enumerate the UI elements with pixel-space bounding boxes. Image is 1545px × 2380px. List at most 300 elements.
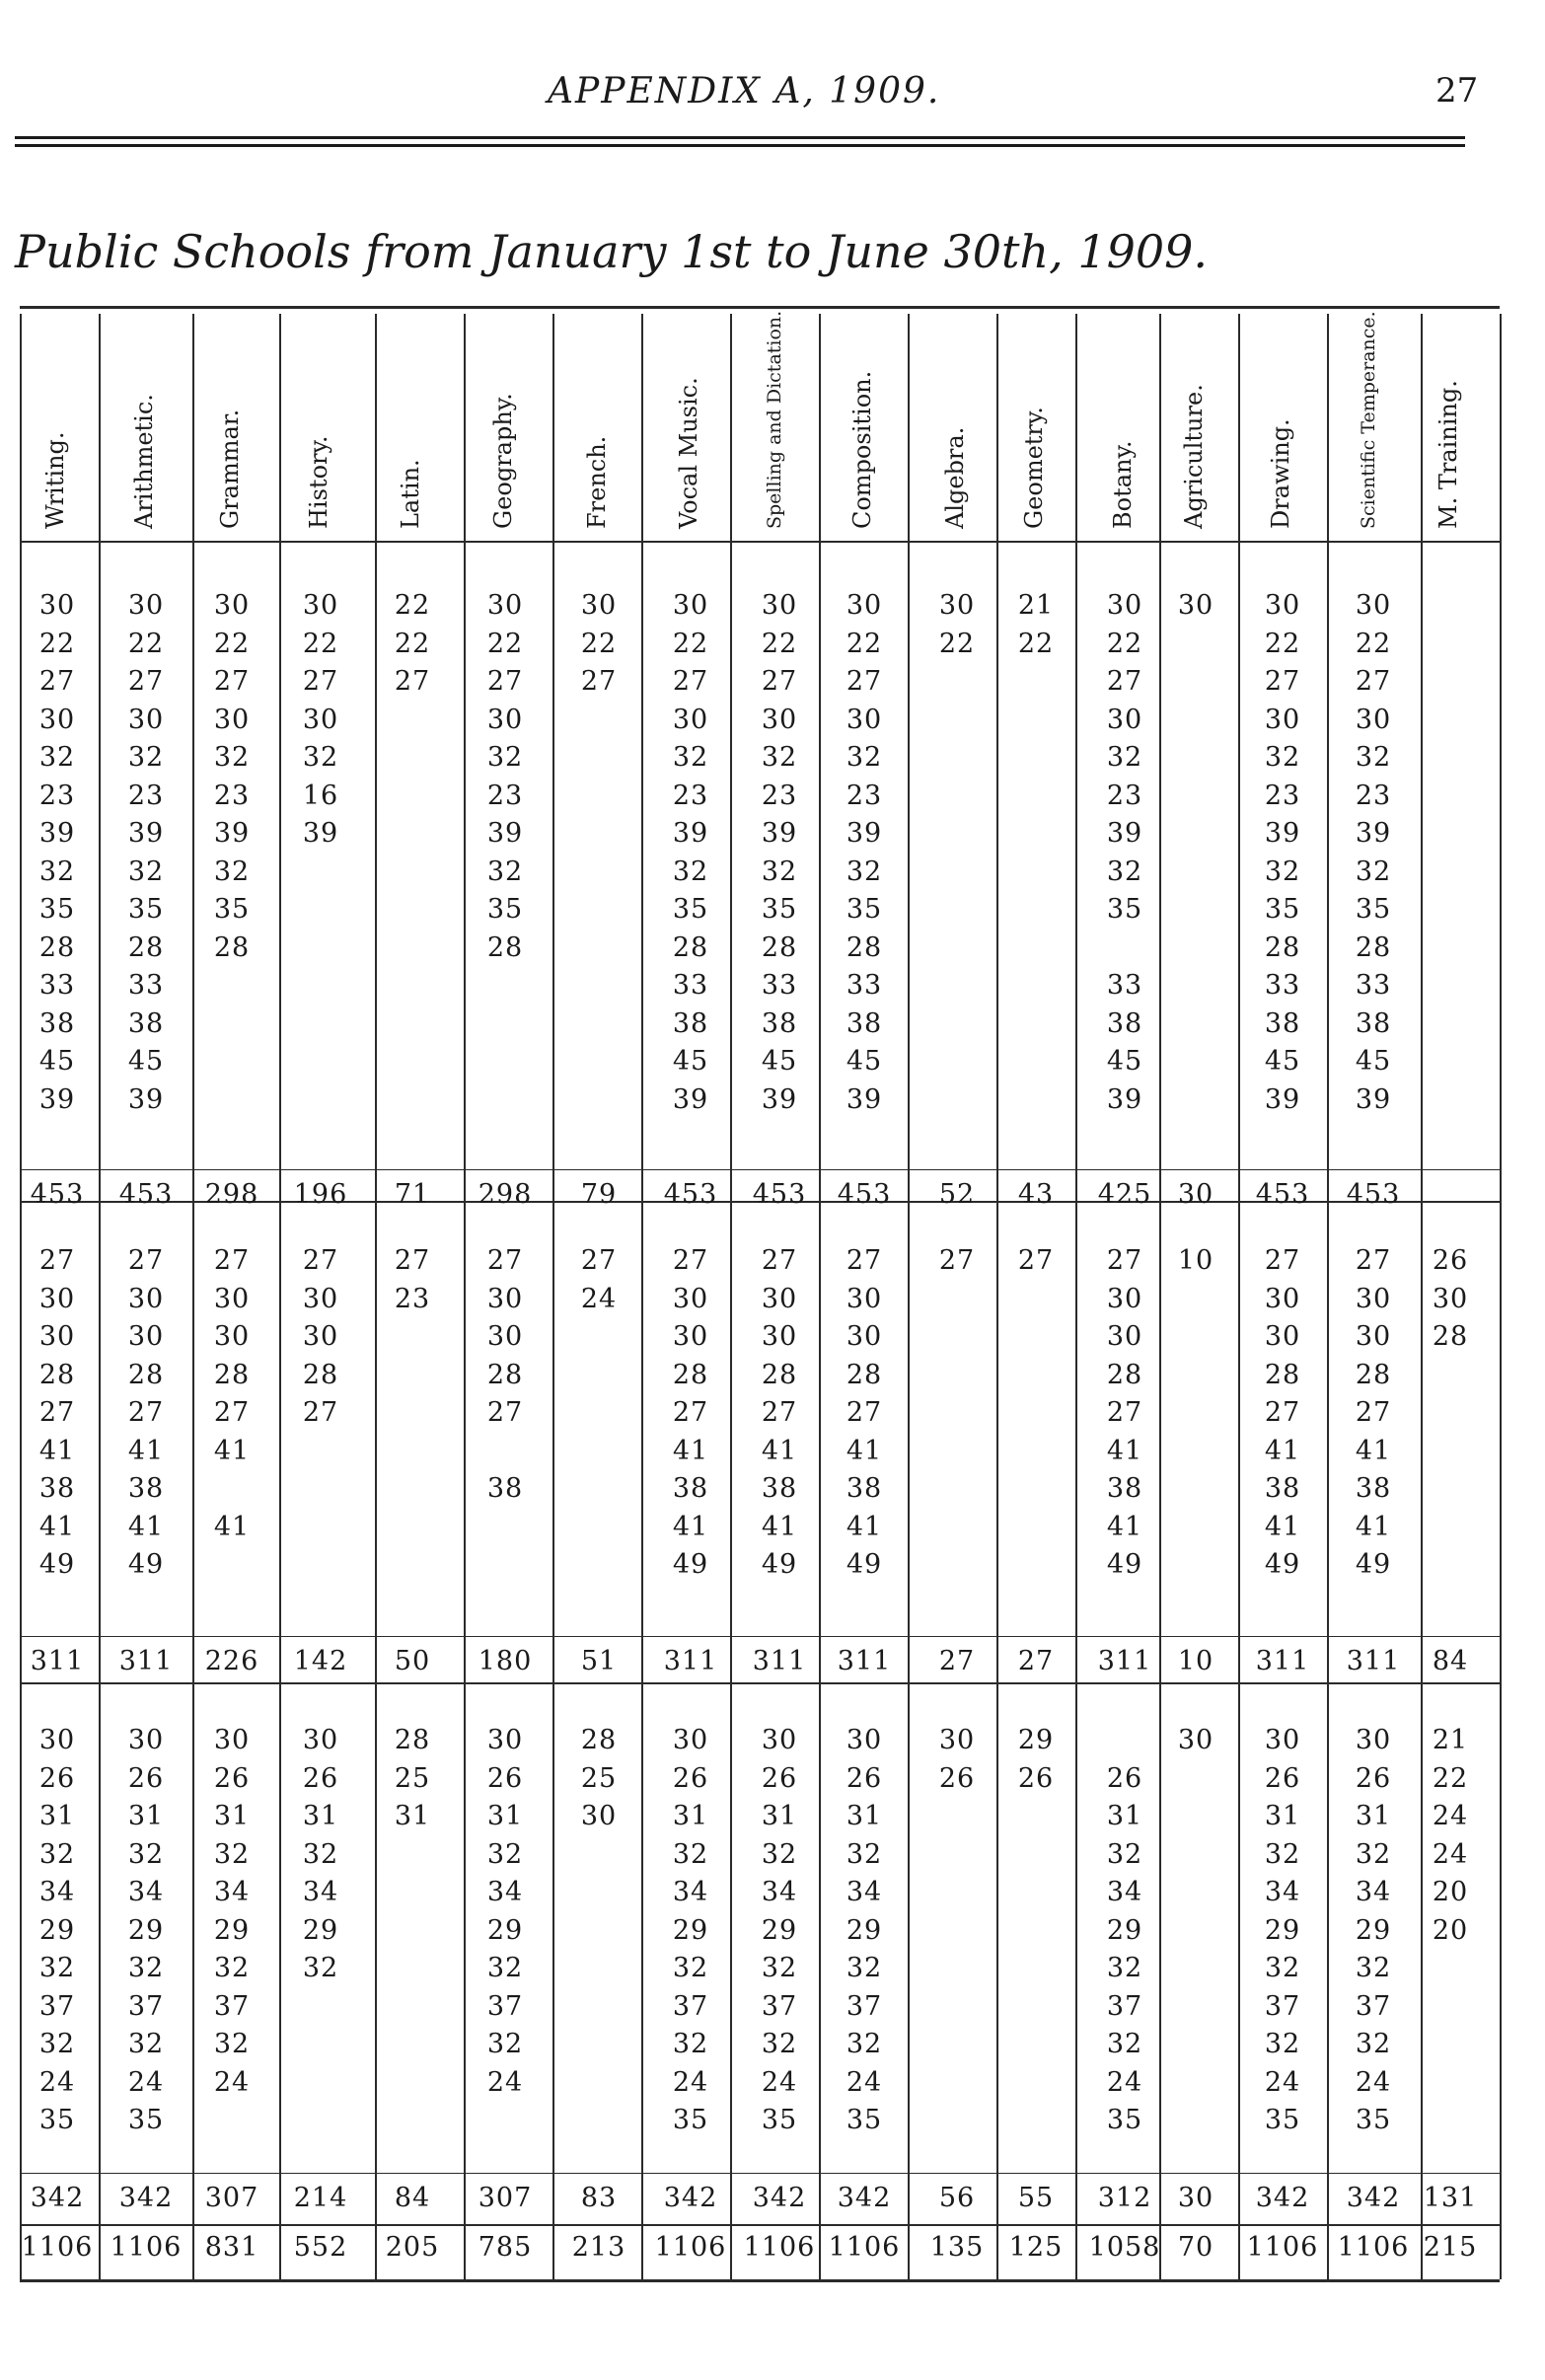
table-cell: 37 (761, 1990, 798, 2022)
table-cell: 32 (672, 2029, 709, 2059)
section-total: 180 (478, 1646, 533, 1676)
section-total: 52 (938, 1179, 976, 1210)
table-cell: 27 (302, 1397, 339, 1428)
table-cell: 34 (486, 1877, 524, 1907)
table-cell: 24 (580, 1283, 618, 1314)
table-cell: 32 (38, 1838, 76, 1870)
table-cell: 22 (1264, 628, 1301, 659)
column-header: Grammar. (216, 409, 244, 529)
table-cell: 32 (846, 742, 883, 773)
table-cell: 39 (127, 1083, 165, 1115)
table-cell: 24 (486, 2066, 524, 2098)
table-cell: 29 (1017, 1725, 1055, 1755)
table-cell: 45 (1106, 1046, 1143, 1077)
table-cell: 22 (938, 628, 976, 659)
section-total: 311 (1097, 1646, 1152, 1676)
table-cell: 45 (1264, 1046, 1301, 1077)
table-cell: 39 (846, 1083, 883, 1115)
table-cell: 29 (213, 1914, 251, 1946)
table-cell: 41 (213, 1511, 251, 1542)
table-cell: 26 (672, 1762, 709, 1794)
table-rule (20, 306, 1500, 309)
column-divider (1327, 314, 1329, 2279)
table-cell: 32 (213, 2029, 251, 2059)
table-cell: 45 (846, 1046, 883, 1077)
table-cell: 32 (302, 1953, 339, 1983)
section-total: 79 (580, 1179, 618, 1210)
table-cell: 30 (38, 1283, 76, 1314)
table-cell: 32 (486, 2029, 524, 2059)
table-cell: 30 (1106, 1283, 1143, 1314)
table-cell: 27 (302, 1245, 339, 1276)
table-cell: 31 (1355, 1801, 1392, 1831)
table-cell: 39 (38, 1083, 76, 1115)
table-cell: 27 (1355, 1397, 1392, 1428)
table-cell: 37 (213, 1990, 251, 2022)
table-cell: 34 (302, 1877, 339, 1907)
table-cell: 30 (672, 704, 709, 735)
table-cell: 30 (302, 1283, 339, 1314)
table-cell: 32 (127, 742, 165, 773)
table-cell: 35 (213, 894, 251, 925)
table-cell: 30 (672, 590, 709, 621)
column-divider (552, 314, 554, 2279)
table-cell: 30 (580, 1801, 618, 1831)
table-cell: 31 (846, 1801, 883, 1831)
table-cell: 39 (486, 818, 524, 849)
table-cell: 38 (672, 1007, 709, 1039)
grand-total: 125 (1008, 2232, 1064, 2263)
table-cell: 27 (213, 1397, 251, 1428)
running-title: APPENDIX A, 1909. (548, 71, 941, 112)
table-cell: 22 (761, 628, 798, 659)
table-cell: 33 (672, 970, 709, 1001)
table-cell: 23 (394, 1283, 431, 1314)
table-cell: 23 (1355, 780, 1392, 811)
section-total: 425 (1097, 1179, 1152, 1210)
table-cell: 35 (127, 2105, 165, 2135)
table-cell: 32 (672, 855, 709, 887)
table-cell: 37 (846, 1990, 883, 2022)
table-cell: 27 (1106, 1397, 1143, 1428)
table-cell: 32 (1355, 742, 1392, 773)
table-cell: 28 (127, 1359, 165, 1390)
table-cell: 28 (127, 931, 165, 963)
table-cell: 32 (761, 855, 798, 887)
table-cell: 41 (127, 1511, 165, 1542)
table-cell: 24 (1355, 2066, 1392, 2098)
table-cell: 27 (486, 1245, 524, 1276)
table-cell: 30 (302, 590, 339, 621)
table-cell: 20 (1432, 1877, 1469, 1907)
section-total: 342 (1346, 2183, 1401, 2213)
table-cell: 28 (672, 1359, 709, 1390)
table-cell: 26 (486, 1762, 524, 1794)
table-cell: 27 (672, 1245, 709, 1276)
table-cell: 27 (127, 1245, 165, 1276)
section-total: 311 (663, 1646, 718, 1676)
table-cell: 26 (38, 1762, 76, 1794)
table-cell: 38 (1106, 1473, 1143, 1504)
table-cell: 28 (394, 1725, 431, 1755)
section-total: 311 (837, 1646, 892, 1676)
table-cell: 28 (580, 1725, 618, 1755)
table-cell: 32 (672, 1838, 709, 1870)
table-cell: 27 (938, 1245, 976, 1276)
table-cell: 49 (846, 1549, 883, 1580)
table-cell: 27 (38, 1245, 76, 1276)
table-cell: 30 (213, 590, 251, 621)
table-cell: 32 (1106, 855, 1143, 887)
column-header: French. (583, 435, 611, 529)
table-cell: 30 (213, 1725, 251, 1755)
grand-total: 1106 (654, 2232, 727, 2263)
section-total: 84 (1432, 1646, 1469, 1676)
table-cell: 34 (38, 1877, 76, 1907)
section-total: 311 (1255, 1646, 1310, 1676)
grand-total: 1106 (21, 2232, 94, 2263)
table-cell: 27 (672, 1397, 709, 1428)
table-cell: 35 (672, 894, 709, 925)
table-cell: 29 (1106, 1914, 1143, 1946)
column-divider (1159, 314, 1161, 2279)
table-cell: 27 (394, 1245, 431, 1276)
table-cell: 34 (213, 1877, 251, 1907)
column-divider (20, 314, 22, 2279)
table-cell: 30 (38, 1321, 76, 1352)
column-header: Scientific Temperance. (1358, 311, 1379, 529)
table-cell: 38 (1264, 1473, 1301, 1504)
table-cell: 30 (127, 1283, 165, 1314)
section-total: 311 (752, 1646, 807, 1676)
table-cell: 38 (672, 1473, 709, 1504)
table-cell: 35 (1106, 2105, 1143, 2135)
table-cell: 41 (38, 1511, 76, 1542)
table-cell: 32 (1106, 742, 1143, 773)
table-cell: 49 (761, 1549, 798, 1580)
table-cell: 30 (38, 1725, 76, 1755)
table-cell: 30 (672, 1283, 709, 1314)
table-cell: 35 (761, 2105, 798, 2135)
table-cell: 35 (38, 894, 76, 925)
table-cell: 32 (213, 742, 251, 773)
table-cell: 27 (846, 666, 883, 697)
grand-total: 135 (929, 2232, 985, 2263)
table-cell: 27 (486, 666, 524, 697)
column-header: Spelling and Dictation. (764, 310, 785, 529)
table-cell: 32 (486, 1953, 524, 1983)
table-cell: 26 (1432, 1245, 1469, 1276)
table-cell: 41 (213, 1435, 251, 1466)
table-cell: 32 (1264, 1838, 1301, 1870)
table-rule (20, 2279, 1500, 2282)
column-divider (1421, 314, 1423, 2279)
column-header: Arithmetic. (130, 394, 158, 529)
section-total: 131 (1423, 2183, 1478, 2213)
table-cell: 24 (1432, 1801, 1469, 1831)
table-cell: 27 (127, 666, 165, 697)
column-divider (192, 314, 194, 2279)
section-total: 71 (394, 1179, 431, 1210)
section-total: 453 (837, 1179, 892, 1210)
table-cell: 31 (486, 1801, 524, 1831)
table-cell: 32 (1264, 855, 1301, 887)
table-cell: 24 (1106, 2066, 1143, 2098)
table-cell: 38 (486, 1473, 524, 1504)
column-divider (464, 314, 466, 2279)
section-total: 453 (118, 1179, 174, 1210)
table-cell: 27 (1264, 666, 1301, 697)
table-cell: 28 (1432, 1321, 1469, 1352)
table-cell: 39 (302, 818, 339, 849)
table-cell: 30 (127, 1321, 165, 1352)
table-cell: 26 (213, 1762, 251, 1794)
table-cell: 32 (302, 1838, 339, 1870)
table-cell: 23 (38, 780, 76, 811)
table-cell: 30 (1355, 1725, 1392, 1755)
table-cell: 33 (1264, 970, 1301, 1001)
section-total: 142 (293, 1646, 348, 1676)
table-cell: 34 (1355, 1877, 1392, 1907)
table-cell: 22 (213, 628, 251, 659)
table-cell: 41 (1264, 1435, 1301, 1466)
table-cell: 32 (1355, 1953, 1392, 1983)
grand-total: 1106 (1246, 2232, 1319, 2263)
table-cell: 27 (302, 666, 339, 697)
table-cell: 35 (1264, 894, 1301, 925)
table-cell: 30 (1264, 1725, 1301, 1755)
table-cell: 32 (127, 1838, 165, 1870)
table-cell: 49 (1264, 1549, 1301, 1580)
grand-total: 1106 (1337, 2232, 1410, 2263)
table-cell: 26 (302, 1762, 339, 1794)
table-cell: 41 (761, 1435, 798, 1466)
table-cell: 31 (1264, 1801, 1301, 1831)
section-total: 50 (394, 1646, 431, 1676)
column-divider (279, 314, 281, 2279)
table-cell: 41 (672, 1435, 709, 1466)
table-cell: 34 (846, 1877, 883, 1907)
table-cell: 22 (1106, 628, 1143, 659)
table-cell: 27 (1106, 1245, 1143, 1276)
table-cell: 35 (1355, 894, 1392, 925)
table-cell: 30 (486, 1321, 524, 1352)
table-cell: 22 (580, 628, 618, 659)
table-cell: 39 (846, 818, 883, 849)
table-cell: 39 (38, 818, 76, 849)
table-cell: 31 (1106, 1801, 1143, 1831)
section-total: 453 (663, 1179, 718, 1210)
grand-total: 1106 (110, 2232, 183, 2263)
table-cell: 38 (38, 1007, 76, 1039)
table-cell: 30 (761, 1283, 798, 1314)
table-cell: 39 (1106, 1083, 1143, 1115)
table-cell: 35 (672, 2105, 709, 2135)
table-cell: 29 (672, 1914, 709, 1946)
section-total: 311 (1346, 1646, 1401, 1676)
section-total: 43 (1017, 1179, 1055, 1210)
subtotal-rule (20, 1636, 1500, 1637)
section-total: 453 (1255, 1179, 1310, 1210)
table-cell: 27 (486, 1397, 524, 1428)
table-cell: 33 (127, 970, 165, 1001)
table-cell: 30 (761, 1321, 798, 1352)
table-cell: 30 (1106, 704, 1143, 735)
table-cell: 28 (1355, 1359, 1392, 1390)
table-cell: 24 (127, 2066, 165, 2098)
table-cell: 41 (1106, 1511, 1143, 1542)
section-total: 298 (478, 1179, 533, 1210)
table-cell: 32 (761, 742, 798, 773)
table-cell: 45 (38, 1046, 76, 1077)
table-cell: 27 (580, 666, 618, 697)
table-cell: 32 (127, 855, 165, 887)
table-cell: 32 (1106, 1953, 1143, 1983)
table-cell: 22 (1432, 1762, 1469, 1794)
table-cell: 34 (127, 1877, 165, 1907)
section-total: 196 (293, 1179, 348, 1210)
table-cell: 33 (38, 970, 76, 1001)
table-cell: 26 (127, 1762, 165, 1794)
table-cell: 26 (1264, 1762, 1301, 1794)
table-cell: 30 (1264, 1321, 1301, 1352)
grand-total: 785 (478, 2232, 533, 2263)
section-total: 27 (1017, 1646, 1055, 1676)
section-total: 342 (663, 2183, 718, 2213)
column-divider (641, 314, 643, 2279)
table-cell: 25 (580, 1762, 618, 1794)
table-cell: 33 (1106, 970, 1143, 1001)
table-cell: 23 (672, 780, 709, 811)
table-cell: 27 (580, 1245, 618, 1276)
table-cell: 30 (846, 1725, 883, 1755)
section-total: 453 (30, 1179, 85, 1210)
column-divider (996, 314, 998, 2279)
table-cell: 30 (213, 1283, 251, 1314)
column-divider (1238, 314, 1240, 2279)
table-cell: 30 (938, 1725, 976, 1755)
table-cell: 38 (38, 1473, 76, 1504)
table-cell: 35 (761, 894, 798, 925)
table-cell: 38 (846, 1007, 883, 1039)
table-cell: 20 (1432, 1914, 1469, 1946)
section-total: 30 (1177, 1179, 1214, 1210)
section-total: 307 (204, 2183, 259, 2213)
table-cell: 30 (1177, 590, 1214, 621)
table-cell: 41 (127, 1435, 165, 1466)
table-cell: 32 (761, 1953, 798, 1983)
table-cell: 30 (761, 1725, 798, 1755)
table-cell: 31 (38, 1801, 76, 1831)
table-cell: 30 (846, 590, 883, 621)
table-cell: 30 (486, 1725, 524, 1755)
table-cell: 39 (672, 1083, 709, 1115)
table-cell: 32 (1264, 1953, 1301, 1983)
table-cell: 30 (1264, 1283, 1301, 1314)
section-total: 453 (1346, 1179, 1401, 1210)
table-cell: 32 (38, 1953, 76, 1983)
column-header: Drawing. (1267, 418, 1294, 529)
table-cell: 39 (1264, 818, 1301, 849)
table-cell: 26 (846, 1762, 883, 1794)
column-divider (1500, 314, 1502, 2279)
table-cell: 38 (127, 1473, 165, 1504)
table-cell: 32 (672, 742, 709, 773)
table-cell: 24 (1264, 2066, 1301, 2098)
table-cell: 22 (127, 628, 165, 659)
table-cell: 31 (672, 1801, 709, 1831)
grand-total: 215 (1423, 2232, 1478, 2263)
grand-total: 1106 (743, 2232, 816, 2263)
section-total: 342 (30, 2183, 85, 2213)
table-cell: 28 (1106, 1359, 1143, 1390)
column-header: History. (305, 435, 332, 529)
table-cell: 49 (38, 1549, 76, 1580)
table-cell: 41 (38, 1435, 76, 1466)
table-cell: 27 (394, 666, 431, 697)
table-cell: 30 (672, 1321, 709, 1352)
table-cell: 30 (213, 1321, 251, 1352)
table-cell: 30 (127, 590, 165, 621)
grand-total: 70 (1177, 2232, 1214, 2263)
table-cell: 31 (394, 1801, 431, 1831)
table-cell: 32 (846, 855, 883, 887)
table-cell: 27 (38, 1397, 76, 1428)
table-cell: 37 (486, 1990, 524, 2022)
table-cell: 28 (302, 1359, 339, 1390)
section-total: 307 (478, 2183, 533, 2213)
section-total: 342 (118, 2183, 174, 2213)
table-cell: 28 (846, 931, 883, 963)
table-cell: 22 (38, 628, 76, 659)
table-cell: 30 (672, 1725, 709, 1755)
table-cell: 39 (1106, 818, 1143, 849)
table-cell: 24 (846, 2066, 883, 2098)
table-cell: 30 (938, 590, 976, 621)
table-cell: 24 (761, 2066, 798, 2098)
table-cell: 37 (1355, 1990, 1392, 2022)
grand-total: 205 (385, 2232, 440, 2263)
table-cell: 37 (672, 1990, 709, 2022)
table-cell: 34 (672, 1877, 709, 1907)
table-cell: 38 (1355, 1473, 1392, 1504)
table-cell: 30 (38, 590, 76, 621)
section-total: 342 (1255, 2183, 1310, 2213)
table-cell: 30 (127, 704, 165, 735)
table-cell: 24 (38, 2066, 76, 2098)
table-cell: 45 (1355, 1046, 1392, 1077)
table-cell: 32 (127, 1953, 165, 1983)
table-cell: 28 (761, 931, 798, 963)
section-total: 311 (30, 1646, 85, 1676)
table-cell: 28 (1264, 931, 1301, 963)
table-rule (20, 1682, 1500, 1684)
table-cell: 32 (1106, 2029, 1143, 2059)
table-cell: 41 (672, 1511, 709, 1542)
table-cell: 23 (1106, 780, 1143, 811)
table-cell: 21 (1432, 1725, 1469, 1755)
column-header: Vocal Music. (675, 377, 702, 529)
table-cell: 34 (761, 1877, 798, 1907)
section-total: 51 (580, 1646, 618, 1676)
page-number: 27 (1435, 71, 1479, 111)
table-cell: 32 (1355, 1838, 1392, 1870)
column-divider (819, 314, 821, 2279)
table-cell: 38 (761, 1473, 798, 1504)
subtotal-rule (20, 2173, 1500, 2174)
table-cell: 28 (213, 1359, 251, 1390)
table-cell: 32 (38, 855, 76, 887)
